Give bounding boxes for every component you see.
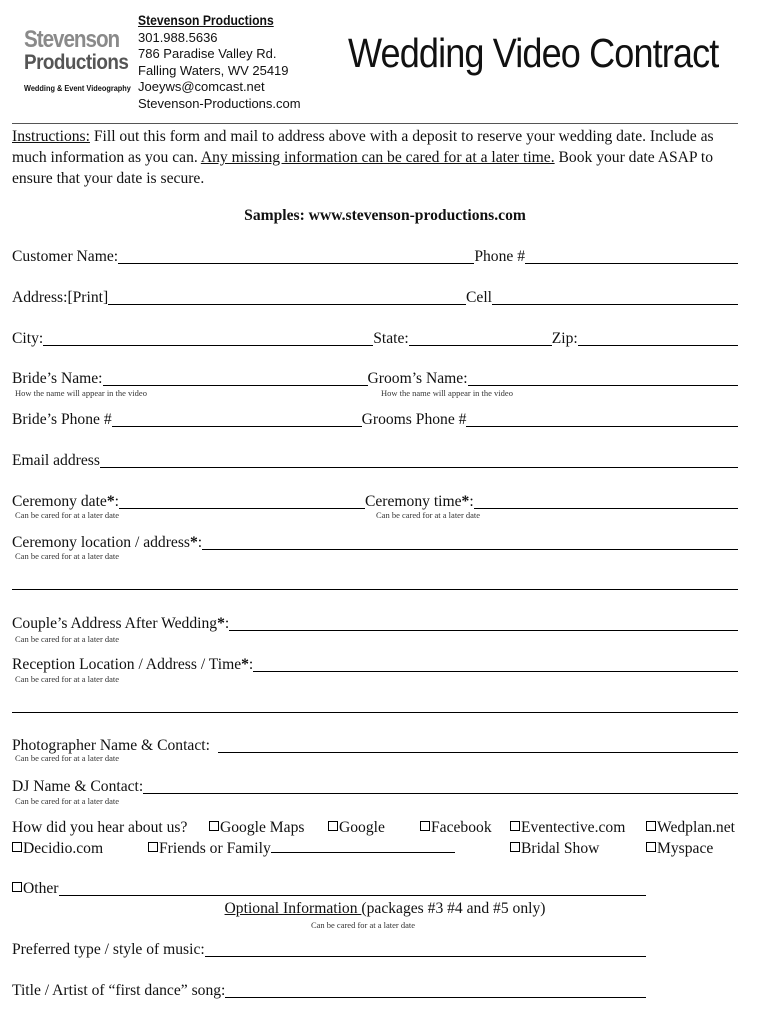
header-divider [12, 123, 738, 124]
phone-field[interactable] [525, 248, 738, 264]
row-couples-address [12, 615, 738, 633]
option-other[interactable]: Other [12, 880, 59, 898]
option-google-maps[interactable]: Google Maps [209, 819, 304, 837]
instructions-paragraph [12, 126, 740, 189]
first-dance-field[interactable] [225, 982, 646, 998]
row-first-dance [12, 982, 646, 1000]
grooms-phone-label: Grooms Phone # [361, 411, 467, 428]
option-bridal-show[interactable]: Bridal Show [510, 840, 599, 858]
dj-field[interactable] [143, 778, 738, 794]
row-ceremony [12, 493, 738, 511]
ceremony-date-label: Ceremony date*: [12, 493, 119, 510]
contact-email: Joeyws@comcast.net [138, 79, 265, 95]
customer-name-field[interactable] [118, 248, 474, 264]
brides-name-label: Bride’s Name: [12, 370, 103, 387]
friends-family-field[interactable] [271, 840, 455, 853]
customer-name-label: Customer Name: [12, 248, 119, 265]
company-logo [24, 28, 136, 100]
ceremony-time-hint: Can be cared for at a later date [376, 510, 481, 520]
option-friends-family[interactable]: Friends or Family [148, 840, 455, 858]
couples-address-field[interactable] [229, 615, 738, 631]
document-title: Wedding Video Contract [348, 30, 719, 76]
optional-hint: Can be cared for at a later date [310, 920, 416, 930]
address-label: Address:[Print] [12, 289, 109, 306]
logo-word-productions: Productions [24, 51, 129, 74]
contact-city: Falling Waters, WV 25419 [138, 62, 289, 78]
checkbox-icon[interactable] [12, 842, 22, 852]
ceremony-location-extra-line[interactable] [12, 589, 738, 590]
photographer-label: Photographer Name & Contact: [12, 737, 210, 754]
checkbox-icon[interactable] [328, 821, 338, 831]
brides-phone-label: Bride’s Phone # [12, 411, 112, 428]
row-music [12, 941, 646, 959]
company-name: Stevenson Productions [138, 13, 274, 28]
optional-heading [0, 900, 770, 918]
brides-name-hint: How the name will appear in the video [15, 388, 147, 398]
option-decidio[interactable]: Decidio.com [12, 840, 103, 858]
music-field[interactable] [205, 941, 646, 957]
couples-address-label: Couple’s Address After Wedding*: [12, 615, 230, 632]
row-address [12, 289, 738, 307]
email-field[interactable] [100, 452, 738, 468]
address-field[interactable] [108, 289, 466, 305]
cell-field[interactable] [492, 289, 738, 305]
zip-field[interactable] [578, 330, 738, 346]
music-label: Preferred type / style of music: [12, 941, 205, 958]
other-field[interactable] [59, 880, 646, 896]
checkbox-icon[interactable] [510, 821, 520, 831]
city-field[interactable] [43, 330, 373, 346]
contact-street: 786 Paradise Valley Rd. [138, 46, 277, 62]
row-other [12, 880, 646, 898]
row-photographer [12, 737, 738, 755]
state-field[interactable] [409, 330, 552, 346]
row-customer [12, 248, 738, 266]
samples-link: Samples: www.stevenson-productions.com [244, 207, 526, 224]
checkbox-icon[interactable] [510, 842, 520, 852]
dj-label: DJ Name & Contact: [12, 778, 144, 795]
checkbox-icon[interactable] [148, 842, 158, 852]
zip-label: Zip: [551, 330, 578, 347]
reception-label: Reception Location / Address / Time*: [12, 656, 254, 673]
dj-hint: Can be cared for at a later date [15, 796, 120, 806]
row-email [12, 452, 738, 470]
photographer-field[interactable] [218, 737, 738, 753]
ceremony-location-label: Ceremony location / address*: [12, 534, 203, 551]
row-reception [12, 656, 738, 674]
instructions-heading: Instructions: [12, 128, 90, 145]
contact-phone: 301.988.5636 [138, 29, 218, 45]
checkbox-icon[interactable] [420, 821, 430, 831]
brides-phone-field[interactable] [112, 411, 362, 427]
checkbox-icon[interactable] [646, 821, 656, 831]
reception-hint: Can be cared for at a later date [15, 674, 120, 684]
checkbox-icon[interactable] [646, 842, 656, 852]
contact-website: Stevenson-Productions.com [138, 95, 301, 111]
logo-word-stevenson: Stevenson [24, 26, 120, 53]
grooms-phone-field[interactable] [466, 411, 738, 427]
ceremony-location-hint: Can be cared for at a later date [15, 551, 120, 561]
referral-question: How did you hear about us? [12, 819, 188, 836]
ceremony-date-field[interactable] [119, 493, 365, 509]
logo-tagline: Wedding & Event Videography [24, 84, 131, 93]
option-facebook[interactable]: Facebook [420, 819, 492, 837]
row-dj [12, 778, 738, 796]
reception-field[interactable] [253, 656, 738, 672]
email-label: Email address [12, 452, 100, 469]
first-dance-label: Title / Artist of “first dance” song: [12, 982, 226, 999]
row-city [12, 330, 738, 348]
grooms-name-hint: How the name will appear in the video [381, 388, 513, 398]
instructions-underlined: Any missing information can be cared for at a later time. [200, 149, 555, 166]
phone-label: Phone # [474, 248, 525, 265]
city-label: City: [12, 330, 44, 347]
ceremony-time-field[interactable] [474, 493, 738, 509]
ceremony-location-field[interactable] [202, 534, 738, 550]
ceremony-date-hint: Can be cared for at a later date [15, 510, 120, 520]
contact-block [138, 13, 301, 113]
checkbox-icon[interactable] [12, 882, 22, 892]
grooms-name-field[interactable] [468, 370, 738, 386]
reception-extra-line[interactable] [12, 712, 738, 713]
grooms-name-label: Groom’s Name: [367, 370, 468, 387]
photographer-hint: Can be cared for at a later date [15, 753, 120, 763]
cell-label: Cell [466, 289, 492, 306]
option-wedplan[interactable]: Wedplan.net [646, 819, 735, 837]
ceremony-time-label: Ceremony time*: [364, 493, 474, 510]
optional-title: Optional Information [224, 900, 362, 917]
row-couple-phones [12, 411, 738, 429]
couples-address-hint: Can be cared for at a later date [15, 634, 120, 644]
option-myspace[interactable]: Myspace [646, 840, 713, 858]
row-ceremony-location [12, 534, 738, 552]
brides-name-field[interactable] [103, 370, 368, 386]
optional-packages: (packages #3 #4 and #5 only) [361, 900, 546, 917]
option-google[interactable]: Google [328, 819, 385, 837]
option-eventective[interactable]: Eventective.com [510, 819, 625, 837]
instructions-text-2: Book your date ASAP to ensure that your date is secure. [12, 149, 714, 187]
instructions-text-1: Fill out this form and mail to address above with a deposit to reserve your wedding date. Include as much information as you can. [12, 128, 714, 166]
row-names [12, 370, 738, 388]
checkbox-icon[interactable] [209, 821, 219, 831]
state-label: State: [373, 330, 409, 347]
